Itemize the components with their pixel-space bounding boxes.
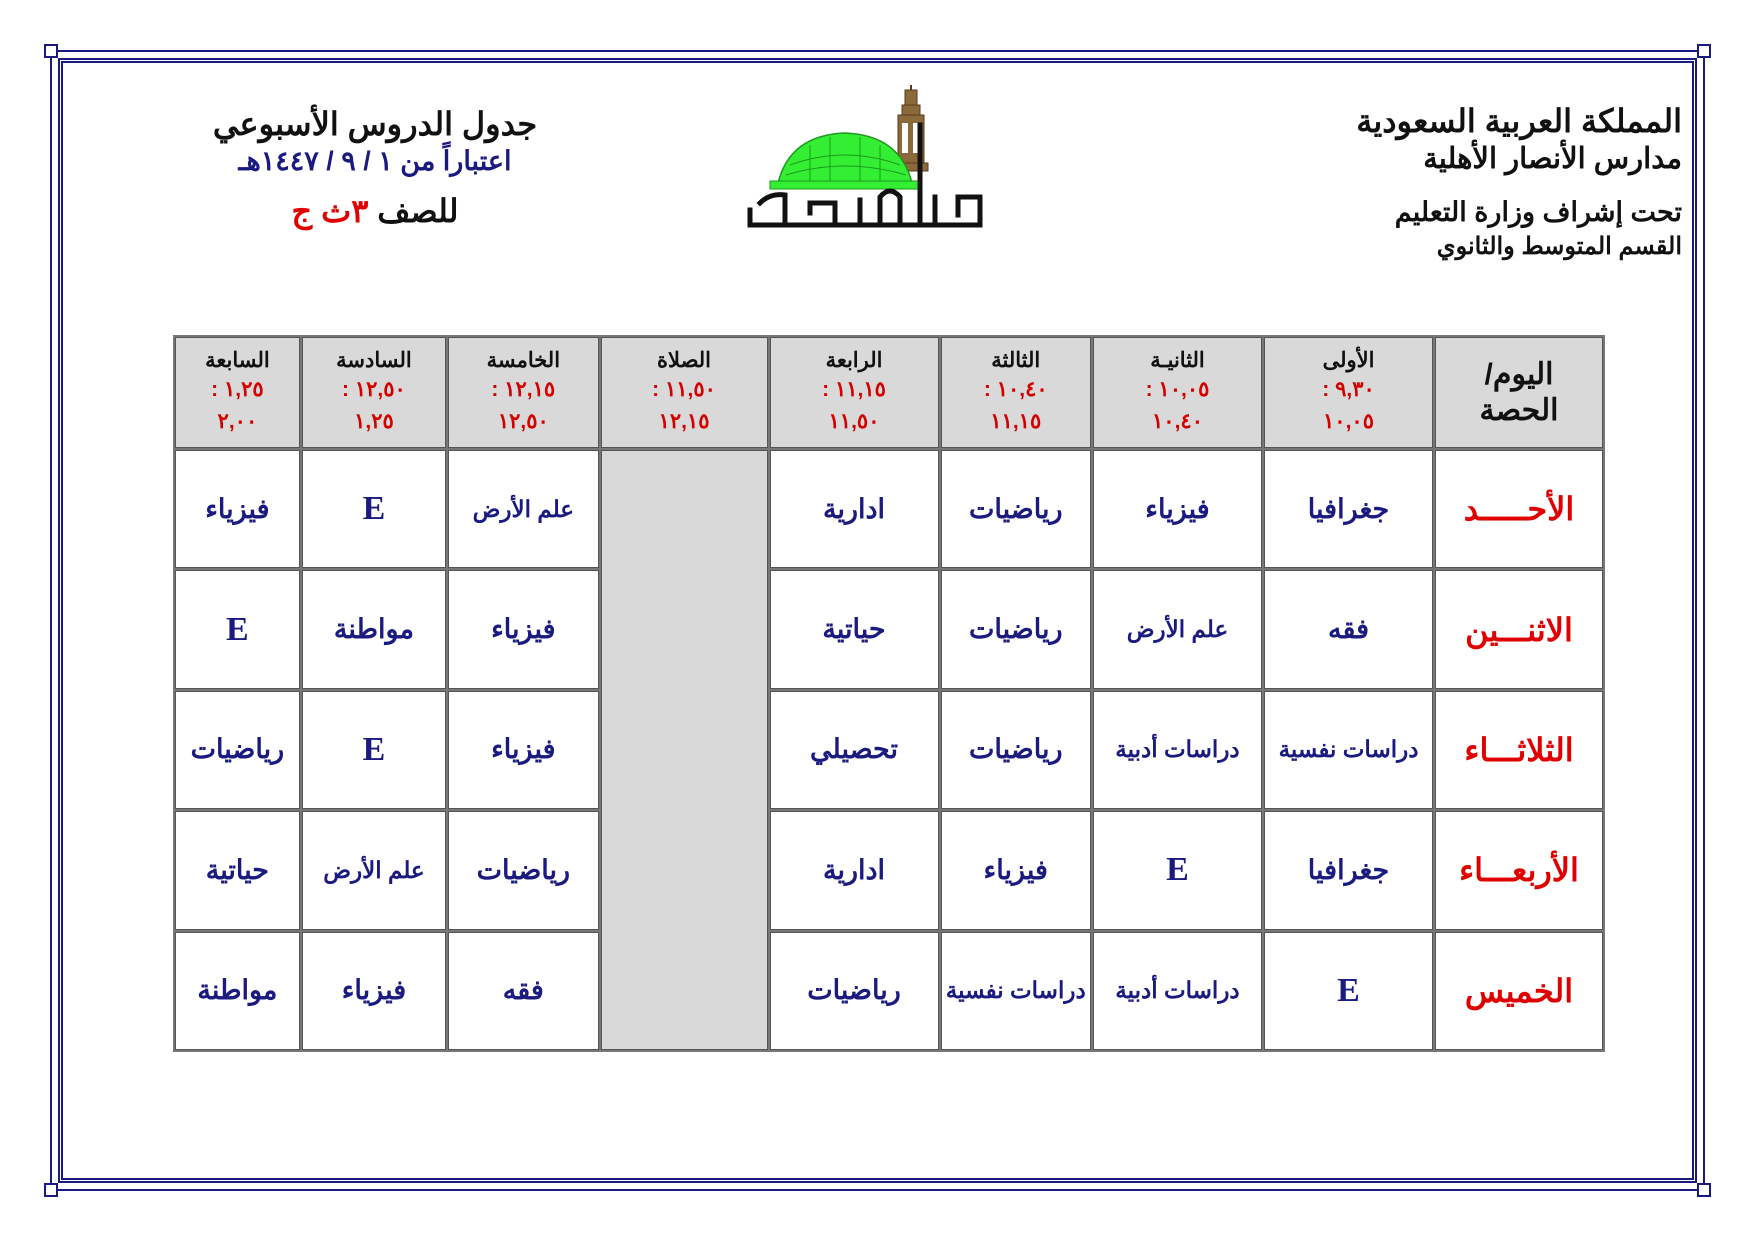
day-cell (1435, 570, 1603, 688)
period-start: ١١,٥٠ : (652, 377, 716, 401)
subject-cell (941, 811, 1091, 929)
subject-cell (941, 570, 1091, 688)
period-name: الثانيـة (1150, 348, 1205, 372)
day-row (175, 450, 1603, 568)
subject-name: مواطنة (197, 975, 278, 1006)
subject-name: دراسات أدبية (1115, 736, 1240, 763)
period-end: ١١,١٥ (990, 409, 1042, 433)
corner-cell (1435, 337, 1603, 448)
subject-cell (1264, 691, 1433, 809)
period-end: ١٠,٠٥ (1323, 409, 1374, 433)
subject-name: رياضيات (807, 975, 901, 1006)
subject-cell (448, 932, 598, 1050)
subject-cell (175, 811, 300, 929)
period-name: الخامسة (486, 348, 561, 372)
period-name: السادسة (336, 348, 412, 372)
period-header (175, 337, 300, 448)
subject-name: E (226, 610, 249, 648)
subject-cell (175, 691, 300, 809)
subject-name: فقه (1327, 614, 1370, 645)
period-start: ١٢,١٥ : (491, 377, 556, 401)
subject-cell (448, 570, 598, 688)
schedule-title: جدول الدروس الأسبوعي (212, 106, 538, 142)
subject-cell (448, 811, 598, 929)
period-start: ١١,١٥ : (822, 377, 886, 401)
day-cell (1435, 811, 1603, 929)
subject-name: فيزياء (341, 975, 407, 1006)
subject-name: جغرافيا (1307, 854, 1390, 885)
weekly-schedule-table (173, 335, 1605, 1052)
subject-cell (770, 691, 939, 809)
section-line: القسم المتوسط والثانوي (1436, 233, 1682, 260)
subject-name: فقه (502, 975, 544, 1006)
subject-name: فيزياء (491, 734, 556, 765)
subject-cell (302, 570, 446, 688)
day-name: الاثنـــين (1465, 611, 1573, 648)
subject-cell (175, 570, 300, 688)
period-start: ١٠,٤٠ : (983, 377, 1048, 401)
border-corner-ornament (1697, 44, 1711, 58)
period-end: ١٢,١٥ (658, 409, 710, 433)
period-name: السابعة (205, 348, 270, 372)
period-header (1093, 337, 1262, 448)
subject-name: فيزياء (983, 854, 1048, 885)
class-value: ٣ث ج (291, 193, 369, 229)
subject-name: فيزياء (1145, 493, 1210, 524)
subject-name: حياتية (822, 614, 886, 645)
subject-cell (448, 450, 598, 568)
subject-name: مواطنة (333, 614, 414, 645)
border-corner-ornament (44, 44, 58, 58)
subject-name: علم الأرض (323, 856, 425, 883)
border-corner-ornament (1697, 1183, 1711, 1197)
subject-name: فيزياء (491, 614, 556, 645)
corner-period-label: الحصة (1479, 393, 1559, 427)
subject-cell (941, 691, 1091, 809)
subject-cell (1264, 811, 1433, 929)
period-start: ١,٢٥ : (211, 377, 264, 401)
subject-name: E (1166, 851, 1189, 889)
subject-cell (770, 570, 939, 688)
subject-cell (302, 691, 446, 809)
prayer-period-header (601, 337, 768, 448)
period-name: الأولى (1322, 348, 1375, 372)
subject-cell (941, 450, 1091, 568)
periods-header-row (175, 337, 1603, 448)
subject-name: رياضيات (969, 734, 1063, 765)
subject-cell (1264, 450, 1433, 568)
day-name: الأحـــــد (1463, 491, 1575, 528)
day-name: الثلاثـــاء (1464, 731, 1574, 768)
kingdom-title: المملكة العربية السعودية (1356, 103, 1682, 139)
subject-cell (770, 811, 939, 929)
period-start: ٩,٣٠ : (1322, 377, 1375, 401)
subject-cell (1264, 570, 1433, 688)
subject-name: رياضيات (476, 854, 571, 885)
day-row (175, 811, 1603, 929)
day-cell (1435, 450, 1603, 568)
class-label: للصف (377, 193, 459, 229)
period-header (941, 337, 1091, 448)
subject-cell (941, 932, 1091, 1050)
period-name: الرابعة (825, 348, 883, 372)
period-end: ١١,٥٠ (828, 409, 880, 433)
period-header (302, 337, 446, 448)
subject-cell (1093, 691, 1262, 809)
subject-cell (770, 450, 939, 568)
subject-cell (1264, 932, 1433, 1050)
subject-cell (770, 932, 939, 1050)
period-header (448, 337, 598, 448)
period-start: ١٠,٠٥ : (1145, 377, 1210, 401)
subject-name: فيزياء (205, 493, 270, 524)
subject-name: دراسات نفسية (1278, 736, 1419, 763)
class-line (195, 189, 555, 233)
border-corner-ornament (44, 1183, 58, 1197)
subject-name: ادارية (822, 493, 886, 524)
subject-cell (302, 932, 446, 1050)
day-cell (1435, 691, 1603, 809)
day-row (175, 932, 1603, 1050)
school-name: مدارس الأنصار الأهلية (1423, 143, 1682, 175)
subject-cell (302, 811, 446, 929)
subject-name: E (362, 490, 386, 528)
corner-day-label: اليوم/ (1484, 357, 1554, 391)
subject-name: علم الأرض (1126, 616, 1229, 643)
period-header (770, 337, 939, 448)
subject-cell (175, 932, 300, 1050)
subject-name: دراسات أدبية (1115, 977, 1240, 1004)
effective-date: اعتباراً من ١ / ٩ / ١٤٤٧هـ (238, 146, 512, 176)
school-header (1356, 102, 1682, 264)
period-start: ١٢,٥٠ : (342, 377, 406, 401)
subject-cell (302, 450, 446, 568)
subject-name: تحصيلي (810, 734, 898, 765)
day-name: الخميس (1464, 972, 1574, 1009)
period-name: الثالثة (991, 348, 1041, 372)
subject-cell (448, 691, 598, 809)
day-cell (1435, 932, 1603, 1050)
schedule-header (195, 105, 555, 233)
subject-cell (1093, 811, 1262, 929)
period-end: ٢,٠٠ (217, 409, 258, 433)
mosque-dome-minaret-logo (730, 85, 1005, 245)
subject-name: رياضيات (969, 614, 1063, 645)
subject-name: علم الأرض (472, 495, 575, 522)
supervision-line: تحت إشراف وزارة التعليم (1394, 197, 1682, 227)
subject-name: رياضيات (969, 493, 1063, 524)
subject-cell (175, 450, 300, 568)
prayer-break-cell (601, 450, 768, 1050)
subject-cell (1093, 450, 1262, 568)
subject-name: دراسات نفسية (945, 977, 1086, 1004)
subject-name: ادارية (822, 854, 886, 885)
day-row (175, 691, 1603, 809)
period-name: الصلاة (657, 348, 712, 372)
period-end: ١٢,٥٠ (497, 409, 549, 433)
day-row (175, 570, 1603, 688)
subject-cell (1093, 932, 1262, 1050)
subject-name: رياضيات (190, 734, 285, 765)
period-end: ١,٢٥ (354, 409, 394, 433)
day-name: الأربعـــاء (1459, 852, 1579, 889)
subject-name: E (1337, 971, 1360, 1009)
subject-name: جغرافيا (1307, 493, 1390, 524)
subject-cell (1093, 570, 1262, 688)
subject-name: حياتية (205, 854, 269, 885)
period-header (1264, 337, 1433, 448)
period-end: ١٠,٤٠ (1152, 409, 1203, 433)
subject-name: E (362, 730, 386, 768)
